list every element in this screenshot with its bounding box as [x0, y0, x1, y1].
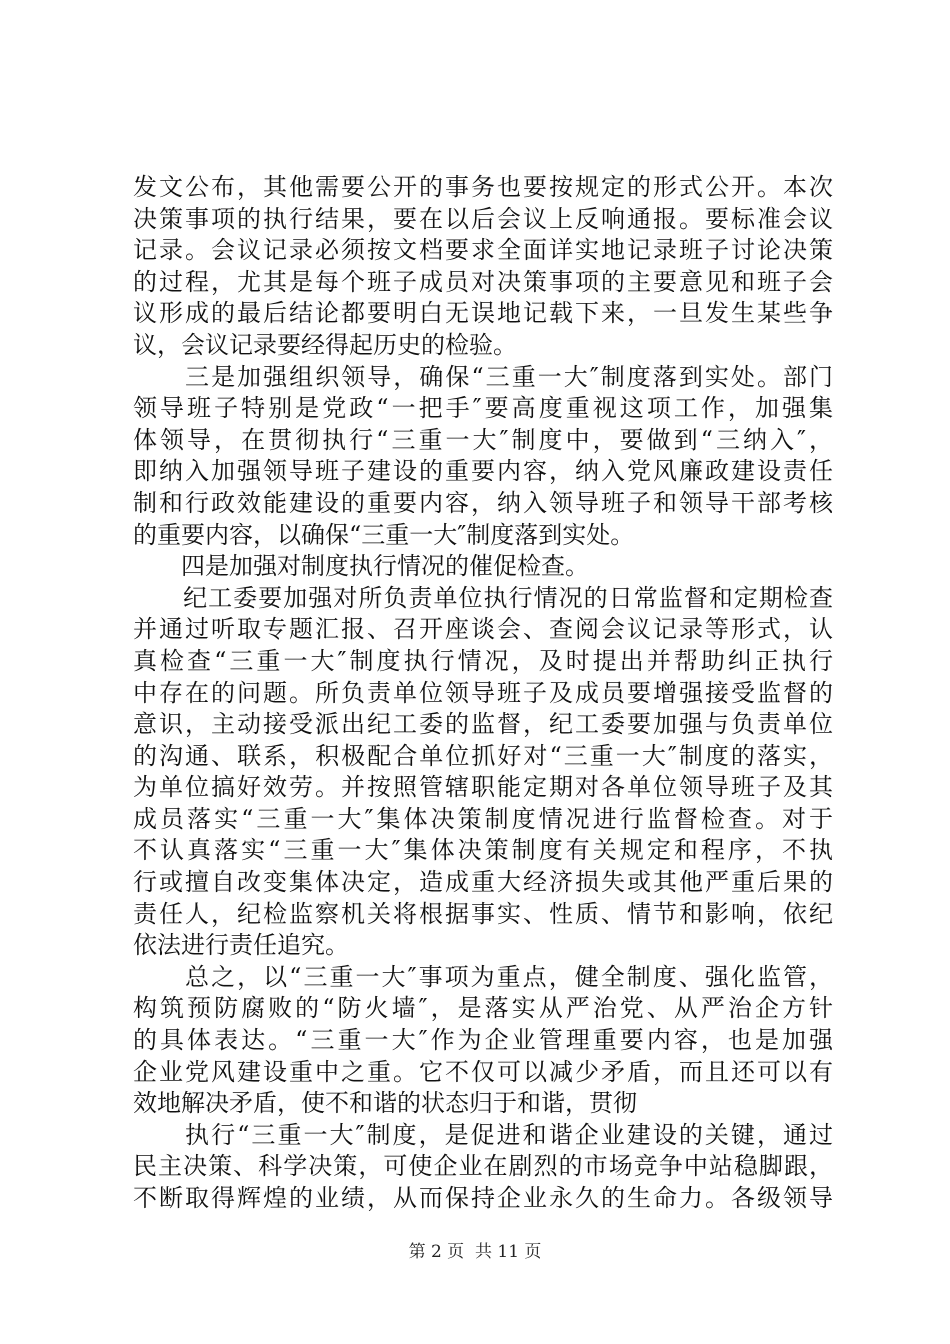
text-line: 为单位搞好效劳。并按照管辖职能定期对各单位领导班子及其: [133, 773, 833, 802]
text-line: 记录。会议记录必须按文档要求全面详实地记录班子讨论决策: [133, 236, 833, 265]
text-line: 企业党风建设重中之重。它不仅可以减少矛盾，而且还可以有: [133, 1057, 833, 1086]
text-line: 执行“三重一大″制度，是促进和谐企业建设的关键，通过: [133, 1120, 833, 1149]
text-line: 意识，主动接受派出纪工委的监督，纪工委要加强与负责单位: [133, 710, 833, 739]
text-line: 纪工委要加强对所负责单位执行情况的日常监督和定期检查: [133, 583, 833, 612]
text-line: 的沟通、联系，积极配合单位抓好对“三重一大″制度的落实，: [133, 741, 833, 770]
text-line: 决策事项的执行结果，要在以后会议上反响通报。要标准会议: [133, 204, 833, 233]
text-line: 即纳入加强领导班子建设的重要内容，纳入党风廉政建设责任: [133, 457, 833, 486]
text-line: 并通过听取专题汇报、召开座谈会、查阅会议记录等形式，认: [133, 615, 833, 644]
text-line: 领导班子特别是党政“一把手″要高度重视这项工作，加强集: [133, 394, 833, 423]
text-line: 行或擅自改变集体决定，造成重大经济损失或其他严重后果的: [133, 868, 833, 897]
text-line: 不认真落实“三重一大″集体决策制度有关规定和程序，不执: [133, 836, 833, 865]
text-line: 构筑预防腐败的“防火墙″，是落实从严治党、从严治企方针: [133, 994, 833, 1023]
text-line: 效地解决矛盾，使不和谐的状态归于和谐，贯彻: [133, 1089, 637, 1118]
page-footer: 第 2 页 共 11 页: [408, 1242, 542, 1262]
text-line: 的重要内容，以确保“三重一大″制度落到实处。: [133, 520, 635, 549]
text-line: 不断取得辉煌的业绩，从而保持企业永久的生命力。各级领导: [133, 1184, 833, 1212]
text-line: 四是加强对制度执行情况的催促检查。: [133, 552, 589, 581]
text-line: 责任人，纪检监察机关将根据事实、性质、情节和影响，依纪: [133, 899, 833, 928]
text-line: 议，会议记录要经得起历史的检验。: [133, 330, 517, 359]
text-line: 中存在的问题。所负责单位领导班子及成员要增强接受监督的: [133, 678, 833, 707]
text-line: 的具体表达。“三重一大″作为企业管理重要内容，也是加强: [133, 1026, 833, 1055]
document-body: [133, 172, 833, 1215]
text-line: 的过程，尤其是每个班子成员对决策事项的主要意见和班子会: [133, 267, 833, 296]
text-line: 议形成的最后结论都要明白无误地记载下来，一旦发生某些争: [133, 299, 833, 328]
text-line: 体领导，在贯彻执行“三重一大″制度中，要做到“三纳入″，: [133, 425, 833, 454]
text-line: 民主决策、科学决策，可使企业在剧烈的市场竞争中站稳脚跟，: [133, 1152, 833, 1181]
text-line: 真检查“三重一大″制度执行情况，及时提出并帮助纠正执行: [133, 646, 833, 675]
text-line: 总之，以“三重一大″事项为重点，健全制度、强化监管，: [133, 962, 833, 991]
text-line: 三是加强组织领导，确保“三重一大″制度落到实处。部门: [133, 362, 833, 391]
text-line: 成员落实“三重一大″集体决策制度情况进行监督检查。对于: [133, 804, 833, 833]
text-line: 制和行政效能建设的重要内容，纳入领导班子和领导干部考核: [133, 488, 833, 517]
text-line: 发文公布，其他需要公开的事务也要按规定的形式公开。本次: [133, 173, 833, 201]
text-line: 依法进行责任追究。: [133, 931, 349, 960]
